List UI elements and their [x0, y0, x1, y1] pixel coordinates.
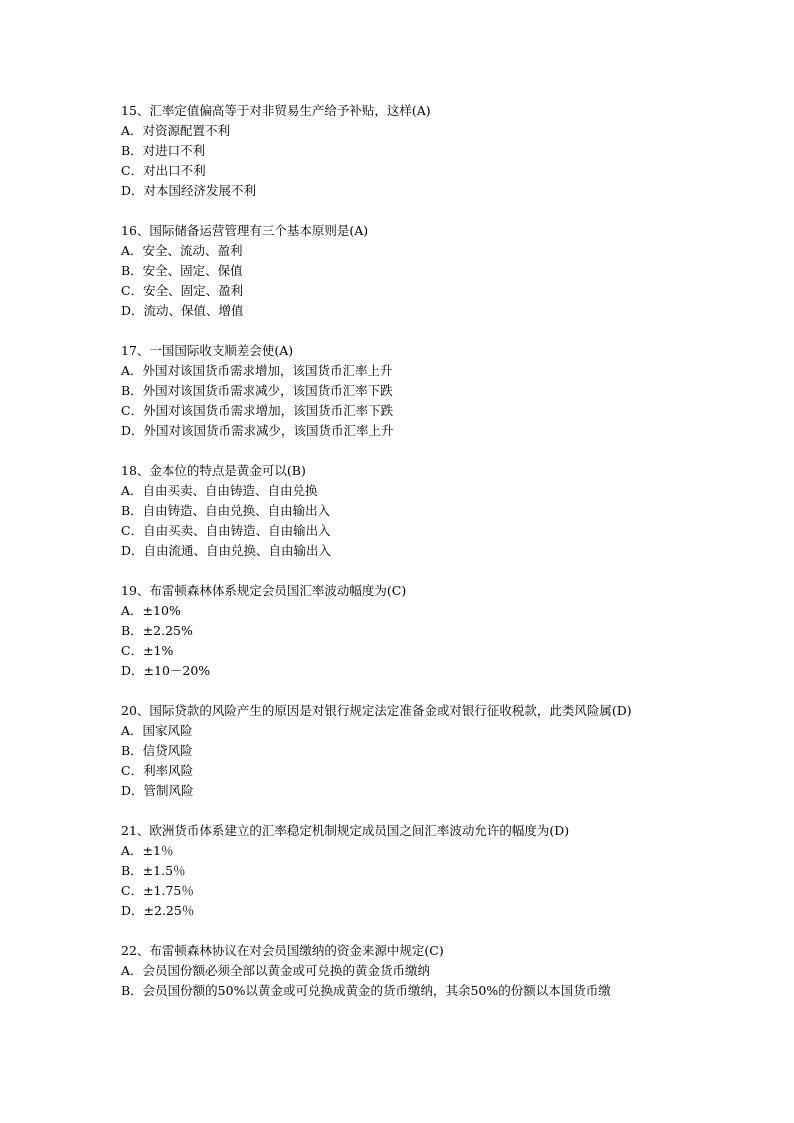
- question-stem: 19、布雷顿森林体系规定会员国汇率波动幅度为(C): [121, 583, 407, 598]
- question-18: [121, 461, 681, 561]
- option-a: A．会员国份额必须全部以黄金或可兑换的黄金货币缴纳: [121, 963, 431, 978]
- option-a: A．国家风险: [121, 723, 193, 738]
- option-a: A．外国对该国货币需求增加，该国货币汇率上升: [121, 363, 393, 378]
- question-stem: 17、一国国际收支顺差会使(A): [121, 343, 294, 358]
- question-20: [121, 701, 681, 801]
- option-b: B．自由铸造、自由兑换、自由输出入: [121, 503, 331, 518]
- option-d: D．管制风险: [121, 783, 194, 798]
- option-d: D．±2.25％: [121, 903, 195, 918]
- question-stem: 15、汇率定值偏高等于对非贸易生产给予补贴，这样(A): [121, 103, 431, 118]
- question-22: [121, 941, 681, 1001]
- option-a: A．自由买卖、自由铸造、自由兑换: [121, 483, 318, 498]
- question-16: [121, 221, 681, 321]
- question-stem: 16、国际储备运营管理有三个基本原则是(A): [121, 223, 369, 238]
- option-b: B．外国对该国货币需求减少，该国货币汇率下跌: [121, 383, 393, 398]
- option-c: C．利率风险: [121, 763, 194, 778]
- question-stem: 22、布雷顿森林协议在对会员国缴纳的资金来源中规定(C): [121, 943, 444, 958]
- option-c: C．±1.75％: [121, 883, 194, 898]
- option-a: A．对资源配置不利: [121, 123, 231, 138]
- question-list: [121, 101, 681, 1021]
- option-b: B．±2.25%: [121, 623, 193, 638]
- option-a: A．±1％: [121, 843, 174, 858]
- option-d: D．对本国经济发展不利: [121, 183, 257, 198]
- option-b: B．会员国份额的50%以黄金或可兑换成黄金的货币缴纳，其余50%的份额以本国货币缴: [121, 983, 611, 998]
- option-c: C．外国对该国货币需求增加，该国货币汇率下跌: [121, 403, 394, 418]
- question-19: [121, 581, 681, 681]
- option-b: B．对进口不利: [121, 143, 206, 158]
- option-d: D．自由流通、自由兑换、自由输出入: [121, 543, 332, 558]
- option-d: D．±10－20%: [121, 663, 211, 678]
- question-stem: 20、国际贷款的风险产生的原因是对银行规定法定准备金或对银行征收税款，此类风险属(D): [121, 703, 632, 718]
- option-c: C．对出口不利: [121, 163, 206, 178]
- option-b: B．安全、固定、保值: [121, 263, 243, 278]
- option-d: D．流动、保值、增值: [121, 303, 244, 318]
- question-stem: 21、欧洲货币体系建立的汇率稳定机制规定成员国之间汇率波动允许的幅度为(D): [121, 823, 570, 838]
- option-c: C．安全、固定、盈利: [121, 283, 244, 298]
- option-a: A．安全、流动、盈利: [121, 243, 243, 258]
- option-b: B．信贷风险: [121, 743, 193, 758]
- option-c: C．自由买卖、自由铸造、自由输出入: [121, 523, 331, 538]
- option-a: A．±10%: [121, 603, 181, 618]
- question-21: [121, 821, 681, 921]
- option-c: C．±1%: [121, 643, 174, 658]
- option-d: D．外国对该国货币需求减少，该国货币汇率上升: [121, 423, 394, 438]
- question-17: [121, 341, 681, 441]
- option-b: B．±1.5％: [121, 863, 186, 878]
- question-stem: 18、金本位的特点是黄金可以(B): [121, 463, 306, 478]
- question-15: [121, 101, 681, 201]
